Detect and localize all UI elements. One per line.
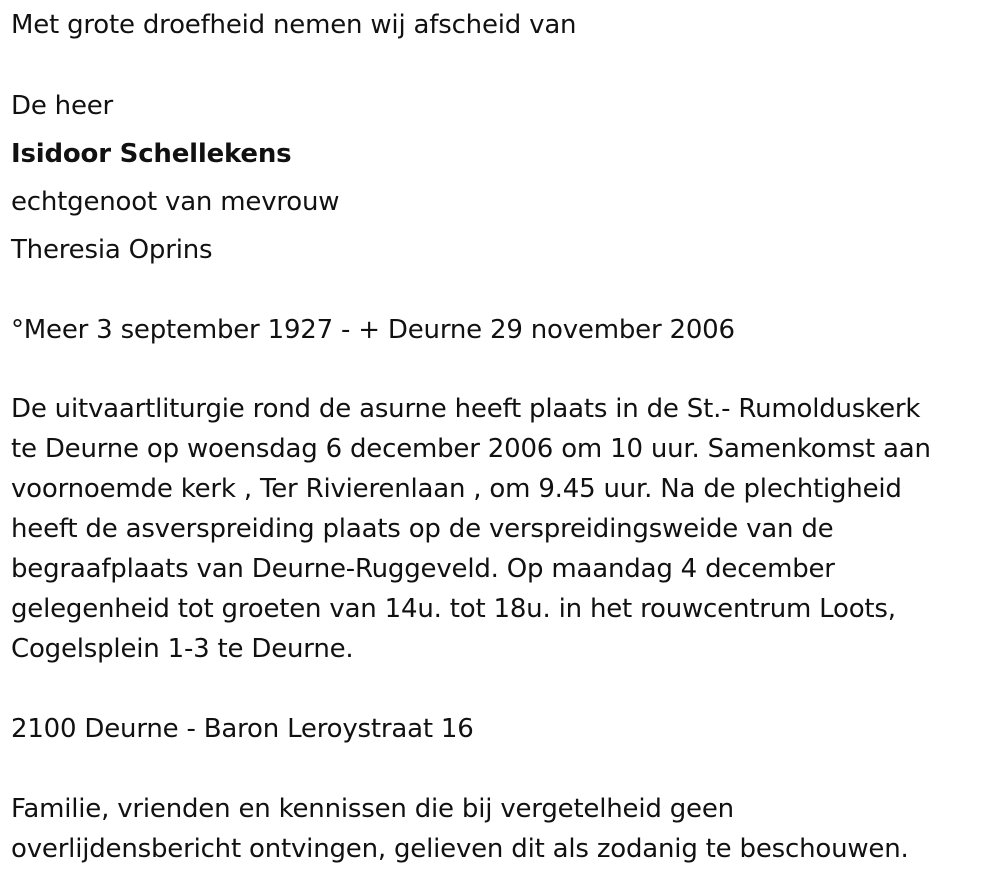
intro-text: Met grote droefheid nemen wij afscheid van	[11, 10, 577, 40]
closing-line: overlijdensbericht ontvingen, gelieven dit als zodanig te beschouwen.	[11, 834, 909, 864]
ceremony-line: gelegenheid tot groeten van 14u. tot 18u. in het rouwcentrum Loots,	[11, 594, 896, 624]
ceremony-line: Cogelsplein 1-3 te Deurne.	[11, 634, 354, 664]
ceremony-line: heeft de asverspreiding plaats op de verspreidingsweide van de	[11, 514, 834, 544]
ceremony-line: begraafplaats van Deurne-Ruggeveld. Op maandag 4 december	[11, 554, 835, 584]
ceremony-line: De uitvaartliturgie rond de asurne heeft plaats in de St.- Rumolduskerk	[11, 394, 921, 424]
spouse-name: Theresia Oprins	[11, 235, 213, 265]
spouse-label: echtgenoot van mevrouw	[11, 187, 340, 217]
birth-death-dates: °Meer 3 september 1927 - + Deurne 29 november 2006	[11, 315, 735, 345]
ceremony-line: voornoemde kerk , Ter Rivierenlaan , om 9.45 uur. Na de plechtigheid	[11, 474, 902, 504]
closing-line: Familie, vrienden en kennissen die bij vergetelheid geen	[11, 794, 734, 824]
address: 2100 Deurne - Baron Leroystraat 16	[11, 714, 474, 744]
ceremony-line: te Deurne op woensdag 6 december 2006 om 10 uur. Samenkomst aan	[11, 434, 931, 464]
salutation: De heer	[11, 91, 114, 121]
deceased-name: Isidoor Schellekens	[11, 139, 292, 169]
